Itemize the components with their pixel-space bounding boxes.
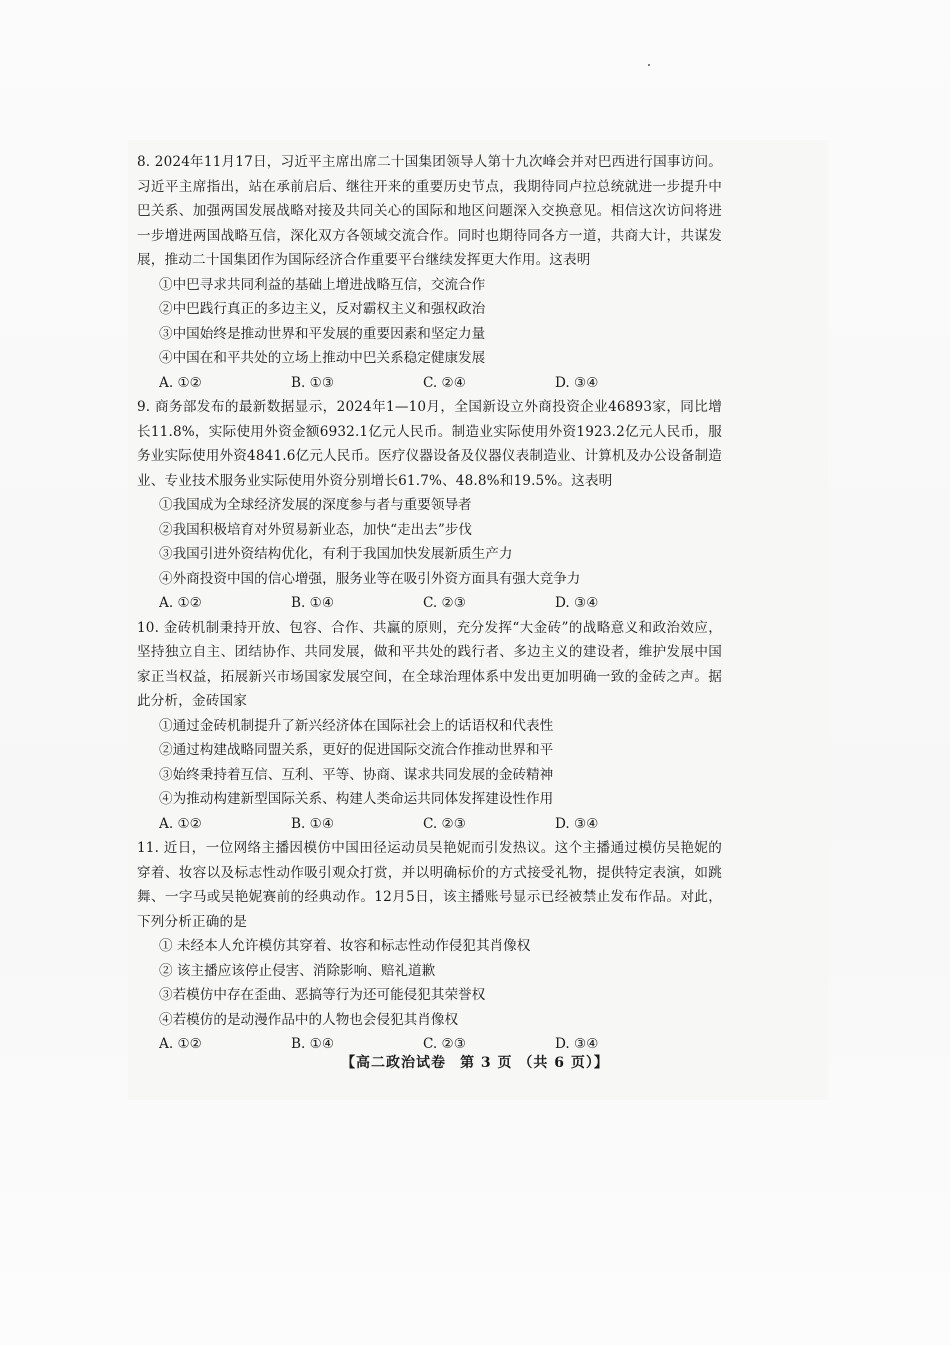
statement-option: ④外商投资中国的信心增强，服务业等在吸引外资方面具有强大竞争力 [159, 570, 581, 587]
choice-d: D. ③④ [555, 1036, 599, 1052]
choice-a: A. ①② [159, 815, 202, 832]
question-10 [137, 616, 722, 837]
choice-b: B. ①④ [291, 595, 335, 611]
question-stem: 10. 金砖机制秉持开放、包容、合作、共赢的原则，充分发挥“大金砖”的战略意义和政治效应，坚持独立自主、团结协作、共同发展，做和平共处的践行者、多边主义的建设者，维护发展中国家正当权益，拓展新兴市场国家发展空间，在全球治理体系中发出更加明确一致的金砖之声。据此分析，金砖国家 [137, 619, 722, 709]
choice-b: B. ①④ [291, 1036, 335, 1052]
choice-a: A. ①② [159, 374, 202, 391]
answer-choices [137, 591, 722, 616]
choice-d: D. ③④ [555, 815, 599, 832]
choice-c: C. ②③ [423, 1036, 466, 1052]
statement-option: ①通过金砖机制提升了新兴经济体在国际社会上的话语权和代表性 [159, 717, 554, 734]
choice-b: B. ①④ [291, 815, 335, 832]
choice-c: C. ②③ [423, 815, 466, 832]
choice-d: D. ③④ [555, 595, 599, 611]
statement-option: ① 未经本人允许模仿其穿着、妆容和标志性动作侵犯其肖像权 [159, 938, 531, 954]
statement-option: ④为推动构建新型国际关系、构建人类命运共同体发挥建设性作用 [159, 791, 554, 807]
exam-content [137, 150, 722, 1057]
question-stem: 11. 近日，一位网络主播因模仿中国田径运动员吴艳妮而引发热议。这个主播通过模仿吴艳妮的穿着、妆容以及标志性动作吸引观众打赏，并以明确标价的方式接受礼物，提供特定表演，如跳舞、一字马或吴艳妮赛前的经典动作。12月5日，该主播账号显示已经被禁止发布作品。对此，下列分析正确的是 [137, 840, 722, 930]
question-stem: 9. 商务部发布的最新数据显示，2024年1—10月，全国新设立外商投资企业46893家，同比增长11.8%，实际使用外资金额6932.1亿元人民币。制造业实际使用外资1923.2亿元人民币，服务业实际使用外资4841.6亿元人民币。医疗仪器设备及仪器仪表制造业、计算机及办公设备制造业、专业技术服务业实际使用外资分别增长61.7%、48.8%和19.5%。这表明 [137, 399, 722, 489]
answer-choices [137, 812, 722, 837]
question-9 [137, 395, 722, 616]
scan-speck [648, 64, 650, 66]
choice-c: C. ②④ [423, 374, 466, 391]
choice-a: A. ①② [159, 595, 202, 611]
exam-name: 【高二政治试卷 [341, 1055, 447, 1071]
statement-option: ②通过构建战略同盟关系，更好的促进国际交流合作推动世界和平 [159, 742, 554, 758]
choice-c: C. ②③ [423, 595, 466, 611]
choice-b: B. ①③ [291, 374, 335, 391]
page-footer [0, 1052, 950, 1072]
statement-option: ①中巴寻求共同利益的基础上增进战略互信，交流合作 [159, 276, 486, 293]
statement-option: ②我国积极培育对外贸易新业态，加快“走出去”步伐 [159, 521, 472, 538]
choice-d: D. ③④ [555, 374, 599, 391]
question-8 [137, 150, 722, 395]
statement-option: ③始终秉持着互信、互利、平等、协商、谋求共同发展的金砖精神 [159, 766, 554, 783]
statement-option: ③我国引进外资结构优化，有利于我国加快发展新质生产力 [159, 546, 513, 562]
statement-option: ④中国在和平共处的立场上推动中巴关系稳定健康发展 [159, 350, 486, 366]
answer-choices [137, 371, 722, 396]
statement-option: ①我国成为全球经济发展的深度参与者与重要领导者 [159, 497, 472, 513]
choice-a: A. ①② [159, 1036, 202, 1052]
statement-option: ③若模仿中存在歪曲、恶搞等行为还可能侵犯其荣誉权 [159, 987, 486, 1003]
statement-option: ③中国始终是推动世界和平发展的重要因素和坚定力量 [159, 325, 486, 342]
page-number: 第 3 页 （共 6 页）】 [460, 1055, 609, 1071]
question-stem: 8. 2024年11月17日，习近平主席出席二十国集团领导人第十九次峰会并对巴西进行国事访问。习近平主席指出，站在承前启后、继往开来的重要历史节点，我期待同卢拉总统就进一步提升中巴关系、加强两国发展战略对接及共同关心的国际和地区问题深入交换意见。相信这次访问将进一步增进两国战略互信，深化双方各领域交流合作。同时也期待同各方一道，共商大计，共谋发展，推动二十国集团作为国际经济合作重要平台继续发挥更大作用。这表明 [137, 154, 722, 268]
statement-option: ②中巴践行真正的多边主义，反对霸权主义和强权政治 [159, 301, 486, 317]
statement-option: ④若模仿的是动漫作品中的人物也会侵犯其肖像权 [159, 1011, 459, 1028]
question-11 [137, 836, 722, 1057]
statement-option: ② 该主播应该停止侵害、消除影响、赔礼道歉 [159, 962, 436, 979]
